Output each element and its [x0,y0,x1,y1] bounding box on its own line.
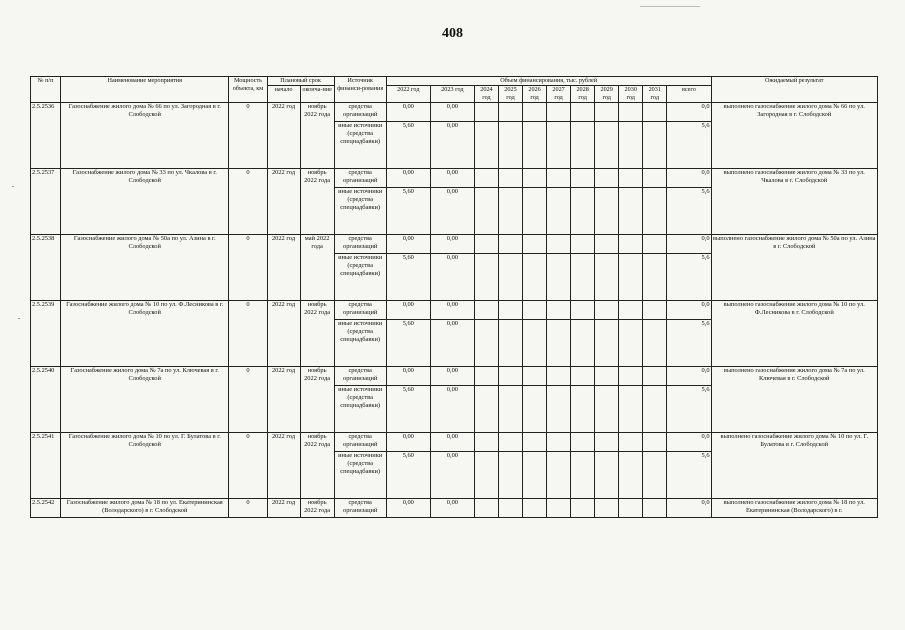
row-year-empty [498,386,522,433]
row-y2022: 5,60 [386,122,430,169]
table-row [31,235,878,254]
row-year-empty [619,386,643,433]
row-year-empty [571,254,595,301]
table-row [31,169,878,188]
row-year-empty [595,499,619,518]
row-total: 0,0 [667,499,711,518]
row-total: 0,0 [667,301,711,320]
row-start: 2022 год [267,367,300,433]
header-year-2029: 2029 год [595,86,619,103]
row-y2023: 0,00 [430,103,474,122]
row-y2022: 5,60 [386,254,430,301]
row-year-empty [498,452,522,499]
row-result: выполнено газоснабжение жилого дома № 10 по ул. Ф.Лесникова в г. Слободской [711,301,877,367]
row-year-empty [571,235,595,254]
row-total: 5,6 [667,254,711,301]
row-y2022: 0,00 [386,301,430,320]
row-source: средства организаций [334,169,386,188]
row-source: иные источники (средства спецнадбавки) [334,122,386,169]
row-year-empty [474,235,498,254]
row-total: 0,0 [667,103,711,122]
row-year-empty [498,103,522,122]
row-year-empty [643,169,667,188]
row-y2023: 0,00 [430,235,474,254]
header-result: Ожидаемый результат [711,77,877,103]
row-year-empty [474,103,498,122]
row-result: выполнено газоснабжение жилого дома № 50а по ул. Азина в г. Слободской [711,235,877,301]
row-total: 5,6 [667,386,711,433]
row-year-empty [474,169,498,188]
table-row [31,433,878,452]
row-source: средства организаций [334,499,386,518]
row-total: 5,6 [667,452,711,499]
header-power: Мощность объекта, км [229,77,267,103]
row-power: 0 [229,301,267,367]
row-year-empty [523,122,547,169]
row-result: выполнено газоснабжение жилого дома № 7а по ул. Ключевая в г. Слободской [711,367,877,433]
row-year-empty [619,499,643,518]
row-year-empty [571,301,595,320]
row-year-empty [619,320,643,367]
row-year-empty [547,386,571,433]
header-year-2026: 2026 год [523,86,547,103]
header-funding: Объем финансирования, тыс. рублей [386,77,711,86]
row-end: ноябрь 2022 года [300,169,334,235]
row-year-empty [498,235,522,254]
row-year-empty [474,386,498,433]
row-year-empty [595,103,619,122]
row-total: 0,0 [667,433,711,452]
row-year-empty [474,320,498,367]
header-year-2028: 2028 год [571,86,595,103]
row-year-empty [547,122,571,169]
row-year-empty [498,301,522,320]
row-year-empty [523,433,547,452]
row-year-empty [547,433,571,452]
row-year-empty [595,188,619,235]
header-year-2025: 2025 год [498,86,522,103]
header-year-2031: 2031 год [643,86,667,103]
row-year-empty [498,122,522,169]
row-year-empty [523,320,547,367]
row-year-empty [619,103,643,122]
row-year-empty [643,235,667,254]
row-source: средства организаций [334,235,386,254]
row-y2023: 0,00 [430,169,474,188]
row-year-empty [643,188,667,235]
row-year-empty [498,188,522,235]
header-year-2022: 2022 год [386,86,430,103]
row-year-empty [474,122,498,169]
table-header-row [31,77,878,86]
header-year-2027: 2027 год [547,86,571,103]
row-source: иные источники (средства спецнадбавки) [334,188,386,235]
row-name: Газоснабжение жилого дома № 10 по ул. Г. Булатова в г. Слободской [61,433,229,499]
row-num: 2.5.2537 [31,169,61,235]
row-total: 5,6 [667,320,711,367]
header-term-start: начало [267,86,300,103]
row-power: 0 [229,169,267,235]
funding-table [30,76,878,518]
row-power: 0 [229,103,267,169]
row-total: 0,0 [667,367,711,386]
row-year-empty [547,254,571,301]
row-num: 2.5.2539 [31,301,61,367]
row-y2022: 0,00 [386,499,430,518]
row-year-empty [595,235,619,254]
header-year-2023: 2023 год [430,86,474,103]
row-start: 2022 год [267,499,300,518]
row-y2023: 0,00 [430,254,474,301]
row-end: ноябрь 2022 года [300,499,334,518]
row-end: ноябрь 2022 года [300,433,334,499]
header-year-2030: 2030 год [619,86,643,103]
row-year-empty [498,169,522,188]
row-y2023: 0,00 [430,452,474,499]
row-source: иные источники (средства спецнадбавки) [334,386,386,433]
row-year-empty [571,122,595,169]
row-y2023: 0,00 [430,433,474,452]
row-year-empty [595,254,619,301]
row-year-empty [523,499,547,518]
row-source: средства организаций [334,433,386,452]
row-y2022: 5,60 [386,188,430,235]
row-year-empty [571,367,595,386]
row-start: 2022 год [267,433,300,499]
row-year-empty [595,320,619,367]
row-year-empty [619,188,643,235]
row-end: ноябрь 2022 года [300,301,334,367]
row-year-empty [619,122,643,169]
row-end: ноябрь 2022 года [300,367,334,433]
row-total: 0,0 [667,169,711,188]
row-num: 2.5.2538 [31,235,61,301]
row-y2022: 0,00 [386,103,430,122]
row-year-empty [547,169,571,188]
row-num: 2.5.2542 [31,499,61,518]
row-year-empty [571,452,595,499]
row-year-empty [523,169,547,188]
row-source: иные источники (средства спецнадбавки) [334,320,386,367]
row-power: 0 [229,367,267,433]
row-source: иные источники (средства спецнадбавки) [334,254,386,301]
scan-speck [18,318,20,319]
row-year-empty [547,320,571,367]
row-year-empty [474,452,498,499]
row-year-empty [595,169,619,188]
row-y2023: 0,00 [430,499,474,518]
row-name: Газоснабжение жилого дома № 18 по ул. Екатерининская (Володарского) в г. Слободской [61,499,229,518]
row-year-empty [571,169,595,188]
header-source: Источник финанси-рования [334,77,386,103]
row-year-empty [571,386,595,433]
row-year-empty [547,452,571,499]
row-name: Газоснабжение жилого дома № 7а по ул. Ключевая в г. Слободской [61,367,229,433]
row-year-empty [595,301,619,320]
row-y2023: 0,00 [430,122,474,169]
row-year-empty [474,188,498,235]
header-year-2024: 2024 год [474,86,498,103]
row-year-empty [643,301,667,320]
row-year-empty [474,499,498,518]
header-total: всего [667,86,711,103]
row-name: Газоснабжение жилого дома № 10 по ул. Ф.Лесникова в г. Слободской [61,301,229,367]
row-name: Газоснабжение жилого дома № 50а по ул. Азина в г. Слободской [61,235,229,301]
row-end: май 2022 года [300,235,334,301]
row-y2022: 5,60 [386,386,430,433]
row-year-empty [547,235,571,254]
row-year-empty [619,433,643,452]
row-year-empty [643,433,667,452]
row-year-empty [474,367,498,386]
row-y2023: 0,00 [430,386,474,433]
row-year-empty [595,433,619,452]
row-year-empty [571,320,595,367]
row-year-empty [523,386,547,433]
row-y2022: 0,00 [386,433,430,452]
table-row [31,367,878,386]
row-result: выполнено газоснабжение жилого дома № 66 по ул. Загородная в г. Слободской [711,103,877,169]
header-num: № п/п [31,77,61,103]
row-year-empty [643,499,667,518]
row-year-empty [643,254,667,301]
row-year-empty [498,433,522,452]
row-y2023: 0,00 [430,367,474,386]
row-year-empty [523,452,547,499]
row-y2022: 5,60 [386,320,430,367]
row-result: выполнено газоснабжение жилого дома № 33 по ул. Чкалова в г. Слободской [711,169,877,235]
row-start: 2022 год [267,169,300,235]
row-year-empty [595,386,619,433]
row-start: 2022 год [267,235,300,301]
row-year-empty [571,188,595,235]
row-year-empty [474,254,498,301]
row-year-empty [523,188,547,235]
row-year-empty [571,433,595,452]
row-year-empty [619,367,643,386]
page-number: 408 [442,26,463,41]
row-year-empty [523,103,547,122]
row-total: 0,0 [667,235,711,254]
table-row [31,499,878,518]
row-y2022: 5,60 [386,452,430,499]
row-source: средства организаций [334,301,386,320]
row-year-empty [547,103,571,122]
row-y2023: 0,00 [430,301,474,320]
row-year-empty [547,499,571,518]
row-start: 2022 год [267,103,300,169]
row-year-empty [595,367,619,386]
row-year-empty [523,254,547,301]
row-source: средства организаций [334,103,386,122]
row-year-empty [643,367,667,386]
row-year-empty [523,301,547,320]
header-term-end: оконча-ние [300,86,334,103]
row-num: 2.5.2536 [31,103,61,169]
row-year-empty [643,122,667,169]
row-power: 0 [229,235,267,301]
row-num: 2.5.2541 [31,433,61,499]
row-y2022: 0,00 [386,367,430,386]
row-year-empty [595,452,619,499]
table-row [31,103,878,122]
row-year-empty [474,433,498,452]
row-year-empty [547,301,571,320]
row-y2022: 0,00 [386,169,430,188]
row-year-empty [619,169,643,188]
row-year-empty [571,499,595,518]
row-year-empty [619,254,643,301]
row-year-empty [523,235,547,254]
table-row [31,301,878,320]
row-year-empty [643,103,667,122]
row-y2022: 0,00 [386,235,430,254]
row-year-empty [643,320,667,367]
row-total: 5,6 [667,122,711,169]
row-start: 2022 год [267,301,300,367]
row-num: 2.5.2540 [31,367,61,433]
row-year-empty [547,188,571,235]
row-year-empty [643,386,667,433]
row-total: 5,6 [667,188,711,235]
row-year-empty [523,367,547,386]
row-year-empty [498,320,522,367]
row-name: Газоснабжение жилого дома № 33 по ул. Чкалова в г. Слободской [61,169,229,235]
row-year-empty [619,235,643,254]
header-name: Наименование мероприятия [61,77,229,103]
row-year-empty [498,367,522,386]
row-year-empty [547,367,571,386]
row-year-empty [643,452,667,499]
row-year-empty [474,301,498,320]
row-source: средства организаций [334,367,386,386]
row-result: выполнено газоснабжение жилого дома № 10 по ул. Г. Булатова в г. Слободской [711,433,877,499]
row-power: 0 [229,499,267,518]
row-year-empty [498,499,522,518]
row-y2023: 0,00 [430,320,474,367]
scan-line [640,6,700,7]
row-name: Газоснабжение жилого дома № 66 по ул. Загородная в г. Слободской [61,103,229,169]
row-year-empty [619,301,643,320]
row-source: иные источники (средства спецнадбавки) [334,452,386,499]
row-year-empty [619,452,643,499]
row-power: 0 [229,433,267,499]
row-result: выполнено газоснабжение жилого дома № 18 по ул. Екатерининская (Володарского) в г. [711,499,877,518]
row-year-empty [498,254,522,301]
row-y2023: 0,00 [430,188,474,235]
row-year-empty [595,122,619,169]
row-year-empty [571,103,595,122]
header-term: Плановый срок [267,77,334,86]
scan-speck [12,186,14,187]
row-end: ноябрь 2022 года [300,103,334,169]
